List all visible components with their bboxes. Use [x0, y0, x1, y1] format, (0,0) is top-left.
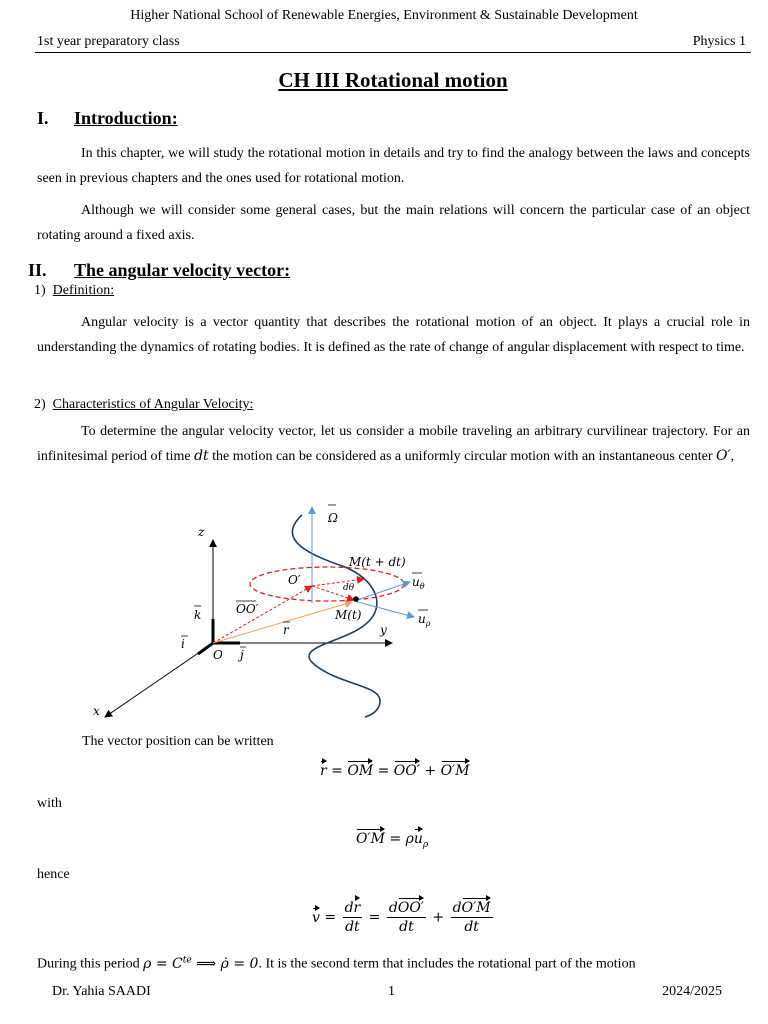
section-angular-heading: [28, 260, 290, 281]
section-title: The angular velocity vector:: [74, 260, 291, 280]
equation-om: $O'M = \rho u_\rho$: [356, 831, 429, 850]
subsection-characteristics-heading: 2) Characteristics of Angular Velocity:: [34, 397, 254, 412]
u-rho-vector: [354, 601, 414, 617]
label-x: x: [93, 704, 100, 718]
label-dtheta: dθ: [343, 583, 355, 593]
label-origin: O: [213, 648, 223, 662]
intro-paragraph-2: Although we will consider some general cases, but the main relations will concern the particular case of an object rotating around a fixed axis.: [37, 203, 750, 243]
hence-text: hence: [37, 867, 70, 882]
label-oo-prime: OO′: [236, 602, 259, 616]
label-u-theta: $u_\theta$: [412, 575, 425, 591]
with-text: with: [37, 796, 62, 811]
label-mt: M(t): [335, 608, 362, 622]
x-axis: [105, 643, 213, 717]
intro-paragraph-1: In this chapter, we will study the rotational motion in details and try to find the analogy between the laws and concepts seen in previous chapters and the ones used for rotational motion.: [37, 146, 750, 186]
label-y: y: [380, 623, 387, 637]
label-i: i: [181, 637, 185, 651]
equation-position: r = OM = OO′ + O′M: [320, 763, 470, 779]
header-divider: [35, 52, 751, 53]
radius-mtdt: [312, 579, 364, 586]
section-number: II.: [28, 260, 47, 280]
subsection-definition-heading: 1) Definition:: [34, 283, 115, 298]
period-text: During this period $\rho = C^{te}$ ⟹ ρ̇ = 0. It is the second term that includes the rotational part of the motion: [37, 955, 636, 972]
i-vector: [198, 643, 213, 654]
section-title: Introduction:: [74, 108, 178, 128]
label-u-rho: $u_\rho$: [418, 612, 431, 628]
equation-velocity: v = $\frac{dr}{dt}$ = $\frac{\text{dOO′}}{dt}$ + $\frac{dO'M}{dt}$: [312, 900, 491, 935]
characteristics-paragraph: To determine the angular velocity vector, let us consider a mobile traveling an arbitrary curvilinear trajectory. For an infinitesimal period of time dt the motion can be considered as a uniformly circular motion with an instantaneous center O′,: [37, 424, 750, 464]
definition-paragraph: Angular velocity is a vector quantity that describes the rotational motion of an object. It plays a crucial role in understanding the dynamics of rotating bodies. It is defined as the rate of change of angular displacement with respect to time.: [37, 315, 750, 355]
label-j: j: [240, 648, 244, 662]
rotation-diagram: [80, 495, 480, 725]
label-mtdt: M(t + dt): [349, 555, 406, 569]
footer-page-number: 1: [388, 984, 395, 999]
section-intro-heading: [37, 108, 178, 129]
class-label: 1st year preparatory class: [37, 34, 180, 49]
label-k: k: [194, 608, 202, 622]
label-omega: Ω: [328, 511, 338, 525]
label-oprime: O′: [288, 573, 301, 587]
label-r: r: [283, 623, 289, 637]
school-name: Higher National School of Renewable Energies, Environment & Sustainable Development: [130, 8, 638, 23]
chapter-title: CH III Rotational motion: [278, 68, 508, 92]
section-number: I.: [37, 108, 49, 128]
vector-position-text: The vector position can be written: [82, 734, 274, 749]
u-theta-vector: [354, 582, 410, 601]
oo-prime-vector: [213, 586, 312, 643]
course-label: Physics 1: [692, 34, 746, 49]
point-mt: [353, 596, 359, 602]
footer-author: Dr. Yahia SAADI: [52, 984, 151, 999]
label-z: z: [198, 525, 205, 539]
footer-year: 2024/2025: [662, 984, 722, 999]
